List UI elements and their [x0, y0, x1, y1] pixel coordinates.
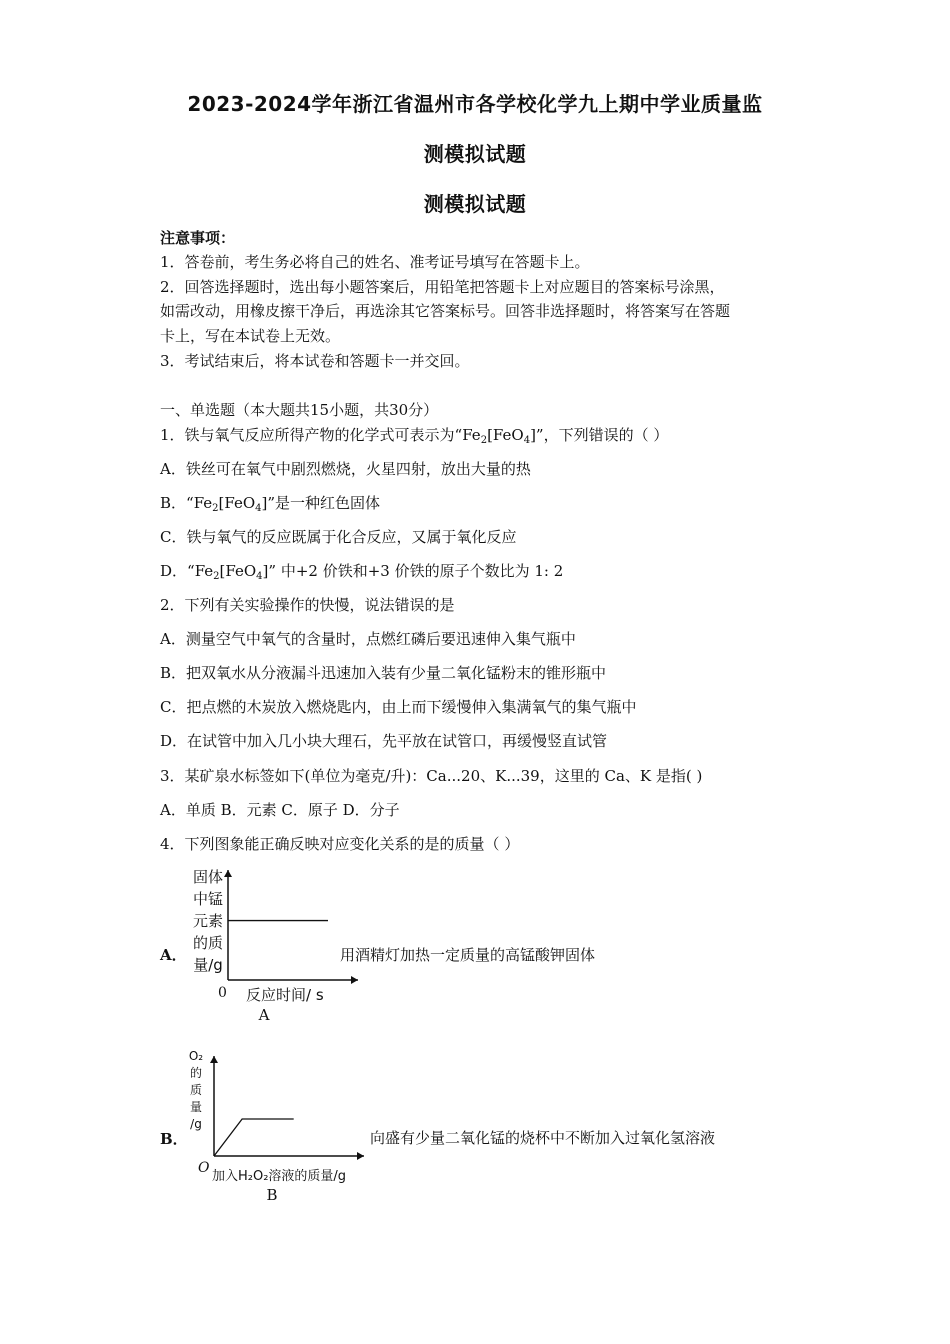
y-axis-label: 质 — [189, 1083, 203, 1097]
q1-optb-part: [FeO — [218, 494, 256, 512]
notice-item-1: 1．答卷前，考生务必将自己的姓名、准考证号填写在答题卡上。 — [160, 253, 590, 271]
y-axis-label: 的 — [189, 1066, 203, 1080]
q1-optd-part: D．“Fe — [160, 562, 214, 580]
y-axis-label: 量/g — [193, 956, 223, 974]
question-1-option-c: C．铁与氧气的反应既属于化合反应，又属于氧化反应 — [160, 528, 517, 546]
question-3-stem: 3．某矿泉水标签如下(单位为毫克/升)：Ca...20、K...39，这里的 Ca、K 是指( ) — [160, 767, 703, 785]
x-axis-label: 加入H₂O₂溶液的质量/g — [212, 1169, 347, 1184]
q1-optb-sub: 4 — [255, 503, 262, 514]
q1-optd-part: [FeO — [219, 562, 257, 580]
question-1-option-b — [160, 493, 380, 519]
q1-stem-sub: 4 — [523, 435, 531, 446]
q1-stem-part: [FeO — [487, 426, 524, 444]
question-3-options: A．单质 B．元素 C．原子 D．分子 — [160, 801, 400, 819]
figure-label: A — [258, 1006, 270, 1024]
y-axis-label: 元素 — [192, 912, 224, 930]
y-axis-arrow — [224, 870, 232, 877]
question-1-option-d — [160, 561, 563, 587]
question-4-stem: 4．下列图象能正确反映对应变化关系的是的质量（ ） — [160, 835, 520, 853]
chart-a — [180, 866, 340, 1026]
notice-heading: 注意事项： — [160, 229, 236, 247]
series-line — [214, 1119, 294, 1156]
question-1-option-a: A．铁丝可在氧气中剧烈燃烧，火星四射，放出大量的热 — [160, 460, 531, 478]
y-axis-label: 的质 — [192, 934, 224, 952]
notice-item-2-cont: 如需改动，用橡皮擦干净后，再选涂其它答案标号。回答非选择题时，将答案写在答题 — [160, 302, 731, 320]
q1-optd-sub: 2 — [213, 571, 220, 582]
y-axis-label: 固体 — [192, 868, 224, 886]
chart-b-caption: 向盛有少量二氧化锰的烧杯中不断加入过氧化氢溶液 — [370, 1129, 716, 1147]
x-axis-arrow — [351, 976, 358, 984]
page-subtitle-repeat: 测模拟试题 — [423, 192, 527, 216]
q1-stem-sub: 2 — [480, 435, 488, 446]
y-axis-label: 量 — [189, 1100, 203, 1114]
notice-item-2-end: 卡上，写在本试卷上无效。 — [160, 327, 341, 345]
question-2-stem: 2．下列有关实验操作的快慢，说法错误的是 — [160, 596, 455, 614]
notice-item-3: 3．考试结束后，将本试卷和答题卡一并交回。 — [160, 352, 470, 370]
origin-label: 0 — [218, 985, 227, 1001]
y-axis-label: 中锰 — [192, 890, 224, 908]
chart-b-option-label: B． — [160, 1130, 188, 1148]
q1-optd-part: ]” 中+2 价铁和+3 价铁的原子个数比为 1: 2 — [262, 562, 564, 580]
q1-optb-sub: 2 — [212, 503, 219, 514]
x-axis-label: 反应时间/ s — [246, 986, 324, 1004]
q1-optb-part: ]”是一种红色固体 — [261, 494, 381, 512]
question-2-option-b: B．把双氧水从分液漏斗迅速加入装有少量二氧化锰粉末的锥形瓶中 — [160, 664, 607, 682]
chart-a-option-label: A． — [160, 946, 187, 964]
q1-stem-part: 1．铁与氧气反应所得产物的化学式可表示为“Fe — [160, 426, 481, 444]
q1-stem-part: ]”，下列错误的（ ） — [530, 426, 669, 444]
question-2-option-c: C．把点燃的木炭放入燃烧匙内，由上而下缓慢伸入集满氧气的集气瓶中 — [160, 698, 637, 716]
y-axis-label: O₂ — [188, 1049, 204, 1063]
page-subtitle: 测模拟试题 — [423, 142, 527, 166]
origin-label: O — [198, 1160, 210, 1176]
question-1-stem — [160, 425, 668, 451]
question-2-option-d: D．在试管中加入几小块大理石，先平放在试管口，再缓慢竖直试管 — [160, 732, 608, 750]
q1-optb-part: B．“Fe — [160, 494, 213, 512]
chart-a-caption: 用酒精灯加热一定质量的高锰酸钾固体 — [340, 946, 596, 964]
section-heading: 一、单选题（本大题共15小题，共30分） — [160, 401, 439, 419]
x-axis-arrow — [357, 1152, 364, 1160]
notice-item-2: 2．回答选择题时，选出每小题答案后，用铅笔把答题卡上对应题目的答案标号涂黑， — [160, 278, 725, 296]
chart-b — [180, 1048, 380, 1208]
y-axis-label: /g — [190, 1117, 202, 1131]
y-axis-arrow — [210, 1056, 218, 1063]
figure-label: B — [266, 1186, 278, 1204]
q1-optd-sub: 4 — [256, 571, 263, 582]
page-title: 2023-2024学年浙江省温州市各学校化学九上期中学业质量监 — [187, 92, 763, 116]
question-2-option-a: A．测量空气中氧气的含量时，点燃红磷后要迅速伸入集气瓶中 — [160, 630, 576, 648]
